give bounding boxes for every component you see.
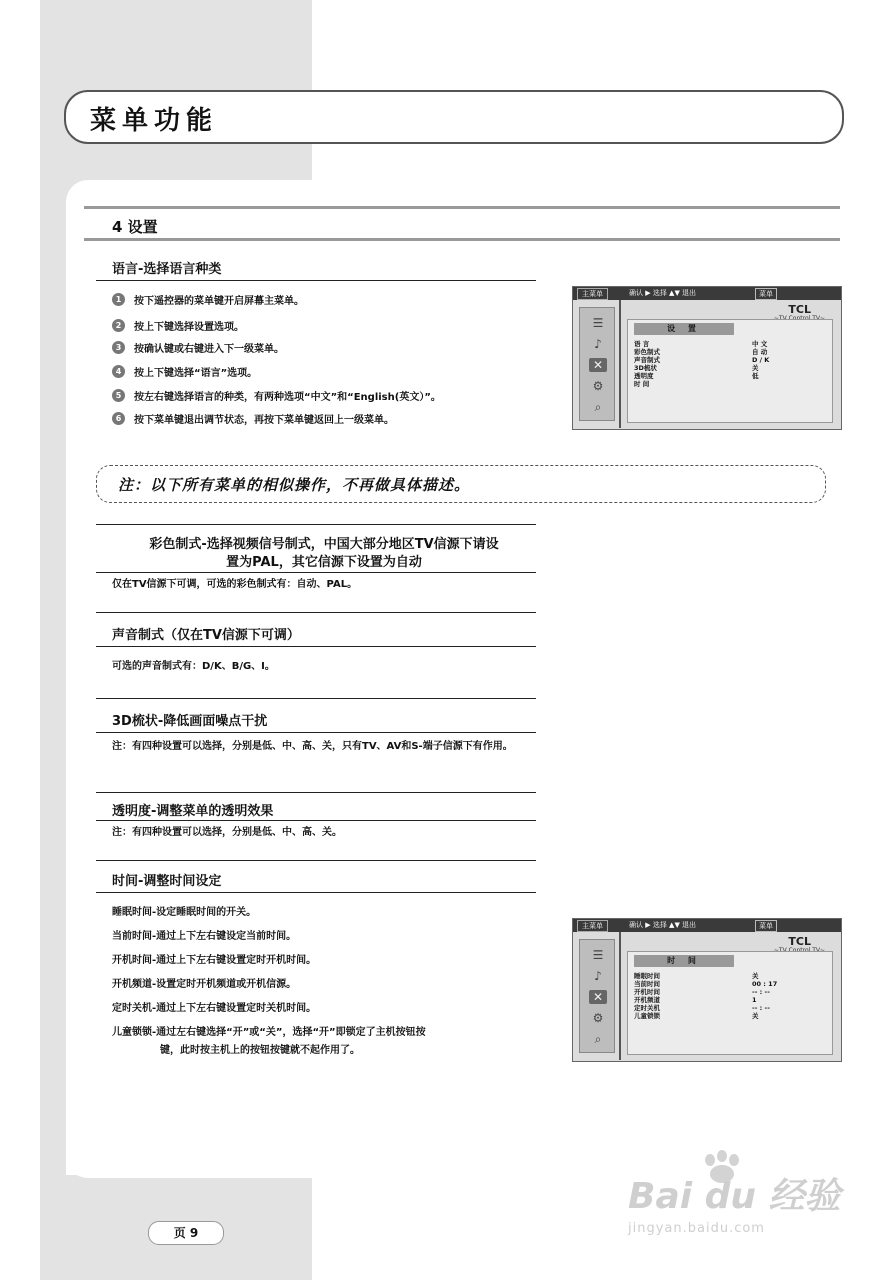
tv-menu-row-value: 关 [752,972,759,980]
sound-icon: ♪ [594,337,602,351]
step-item [112,318,244,333]
tv-menu-row [634,988,824,996]
tv-menu-row-label: 透明度 [634,372,654,380]
tv-menu-row-value: 关 [752,364,759,372]
tv-menu-row [634,340,824,348]
step-item [112,364,257,379]
sound-mode-heading: 声音制式（仅在TV信源下可调） [112,628,300,643]
divider [96,612,536,613]
tv-menu-screen [627,951,833,1055]
section-rule-bottom [84,238,840,241]
color-mode-heading-line: 置为PAL，其它信源下设置为自动 [226,555,422,570]
color-mode-heading [96,536,552,572]
tv-menu-row-value: 中 文 [752,340,768,348]
watermark-url: jingyan.baidu.com [628,1221,765,1236]
step-text: 按上下键选择设置选项。 [134,322,244,333]
step-number-icon: 5 [112,389,125,402]
step-number-icon: 6 [112,412,125,425]
step-number-icon: 3 [112,341,125,354]
tv-menu-row [634,356,824,364]
settings-icon: ✕ [589,990,607,1004]
picture-icon: ☰ [592,948,604,962]
tv-menu-row-label: 儿童锁锁 [634,1012,660,1020]
tv-menu-row [634,364,824,372]
divider [96,646,536,647]
page-number: 页 9 [148,1221,224,1245]
child-lock-line: 儿童锁锁-通过左右键选择“开”或“关”，选择“开”即锁定了主机按钮按 [112,1027,426,1038]
tv-menu-row-label: 时 间 [634,380,650,388]
color-mode-heading-line: 彩色制式-选择视频信号制式，中国大部分地区TV信源下请设 [149,537,499,552]
tv-menu-screen [627,319,833,423]
tv-menu-button: 菜单 [755,920,777,932]
color-mode-body: 仅在TV信源下可调，可选的彩色制式有：自动、PAL。 [112,579,358,590]
tv-menu-row-label: 开机频道 [634,996,660,1004]
step-item [112,388,441,403]
picture-icon: ☰ [592,316,604,330]
step-item [112,411,394,426]
tv-menu-row-value: D / K [752,356,770,364]
tv-menu-row-value: 关 [752,1012,759,1020]
step-text: 按下菜单键退出调节状态，再按下菜单键返回上一级菜单。 [134,415,394,426]
settings-icon: ✕ [589,358,607,372]
tv-menu-row-value: -- : -- [752,988,770,996]
tv-menu-row-label: 当前时间 [634,980,660,988]
tv-menu-row-label: 定时关机 [634,1004,660,1012]
tv-menu-tab: 主菜单 [577,288,608,300]
page-title: 菜单功能 [90,106,219,136]
tv-menu-tab: 主菜单 [577,920,608,932]
tv-menu-row-value: 自 动 [752,348,768,356]
tv-menu-row [634,980,824,988]
tv-brand-logo: TCL [788,303,811,316]
divider [96,698,536,699]
section-rule-top [84,206,840,209]
tv-menu-row [634,972,824,980]
tv-menu-header: 设 置 [634,323,734,335]
comb-body: 注：有四种设置可以选择，分别是低、中、高、关，只有TV、AV和S-端子信源下有作用。 [112,741,513,752]
step-text: 按上下键选择“语言”选项。 [134,368,258,379]
time-item: 开机时间-通过上下左右键设置定时开机时间。 [112,955,317,966]
time-item: 开机频道-设置定时开机频道或开机信源。 [112,979,297,990]
search-icon: ⌕ [594,1032,602,1046]
divider [96,860,536,861]
step-number-icon: 1 [112,293,125,306]
time-item: 当前时间-通过上下左右键设定当前时间。 [112,931,297,942]
divider [96,572,536,573]
tv-menu-row [634,1012,824,1020]
tv-brand-logo: TCL [788,935,811,948]
tv-menu-separator [619,932,621,1060]
divider [96,820,536,821]
step-text: 按确认键或右键进入下一级菜单。 [134,344,284,355]
step-item [112,292,304,307]
tv-menu-time [572,918,842,1062]
tv-menu-separator [619,300,621,428]
tv-menu-row [634,1004,824,1012]
tv-menu-row-value: 1 [752,996,757,1004]
section-title: 4 设置 [112,218,158,236]
tv-menu-row-label: 声音制式 [634,356,660,364]
tv-menu-button: 菜单 [755,288,777,300]
transparency-heading: 透明度-调整菜单的透明效果 [112,804,274,819]
tv-menu-row-label: 睡眠时间 [634,972,660,980]
gear-icon: ⚙ [592,1011,604,1025]
comb-heading: 3D梳状-降低画面噪点干扰 [112,714,268,729]
sound-icon: ♪ [594,969,602,983]
tv-menu-sidebar [579,307,615,421]
tv-menu-nav-hint: 确认 ▶ 选择 ▲▼ 退出 [629,289,697,297]
tv-menu-nav-hint: 确认 ▶ 选择 ▲▼ 退出 [629,921,697,929]
search-icon: ⌕ [594,400,602,414]
tv-menu-row [634,996,824,1004]
tv-menu-row-value: -- : -- [752,1004,770,1012]
transparency-body: 注：有四种设置可以选择，分别是低、中、高、关。 [112,827,342,838]
tv-menu-sidebar [579,939,615,1053]
tv-menu-settings [572,286,842,430]
tv-menu-row-value: 00 : 17 [752,980,778,988]
tv-menu-row [634,372,824,380]
step-text: 按左右键选择语言的种类，有两种选项“中文”和“English(英文）”。 [134,392,441,403]
time-item: 定时关机-通过上下左右键设置定时关机时间。 [112,1003,317,1014]
divider [96,524,536,525]
step-item [112,340,284,355]
note-text: 注：以下所有菜单的相似操作，不再做具体描述。 [118,476,471,494]
child-lock-line: 键，此时按主机上的按钮按键就不起作用了。 [160,1045,360,1056]
divider [96,732,536,733]
tv-menu-row-label: 3D梳状 [634,364,657,372]
gray-background-left [40,0,66,1280]
divider [96,792,536,793]
watermark-brand: Bai du 经验 [628,1176,841,1217]
tv-menu-topbar [573,919,841,932]
gear-icon: ⚙ [592,379,604,393]
language-heading: 语言-选择语言种类 [112,262,222,277]
tv-menu-row [634,348,824,356]
tv-menu-row [634,380,824,388]
tv-menu-row-label: 开机时间 [634,988,660,996]
sound-mode-body: 可选的声音制式有：D/K、B/G、I。 [112,661,275,672]
time-heading: 时间-调整时间设定 [112,874,222,889]
tv-menu-topbar [573,287,841,300]
tv-menu-row-label: 语 言 [634,340,650,348]
tv-menu-row-value: 低 [752,372,759,380]
step-text: 按下遥控器的菜单键开启屏幕主菜单。 [134,296,304,307]
tv-menu-header: 时 间 [634,955,734,967]
step-number-icon: 2 [112,319,125,332]
divider [96,280,536,281]
time-item: 睡眠时间-设定睡眠时间的开关。 [112,907,257,918]
watermark [628,1168,841,1236]
step-number-icon: 4 [112,365,125,378]
divider [96,892,536,893]
tv-menu-row-label: 彩色制式 [634,348,660,356]
